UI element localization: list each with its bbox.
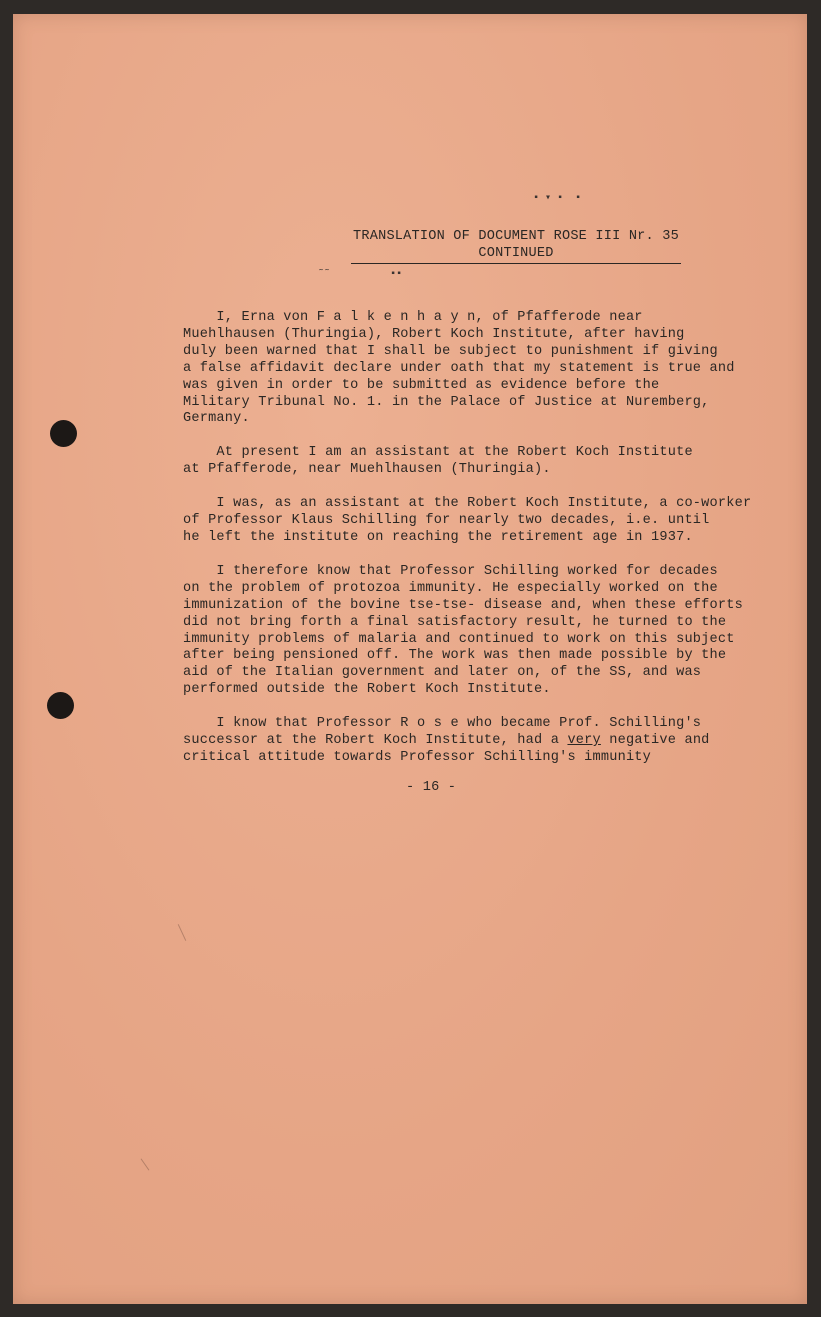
text-line: on the problem of protozoa immunity. He especially worked on the — [183, 580, 718, 596]
paragraph-research — [183, 564, 763, 699]
text-line: Muehlhausen (Thuringia), Robert Koch Institute, after having — [183, 326, 685, 342]
punch-hole — [47, 692, 74, 719]
text-line: he left the institute on reaching the retirement age in 1937. — [183, 529, 693, 545]
punch-hole — [50, 420, 77, 447]
text-line: after being pensioned off. The work was then made possible by the — [183, 648, 727, 664]
paragraph-present-position — [183, 445, 763, 479]
document-title-block — [351, 228, 681, 264]
text-line: at Pfafferode, near Muehlhausen (Thuringia). — [183, 462, 551, 478]
document-title: TRANSLATION OF DOCUMENT ROSE III Nr. 35 — [353, 229, 679, 244]
text-run: successor at the Robert Koch Institute, had a — [183, 733, 568, 749]
document-page — [13, 14, 807, 1304]
text-line: duly been warned that I shall be subject to punishment if giving — [183, 343, 718, 359]
ink-speck: ▪ ▾ ▪ ▪ — [533, 193, 582, 204]
text-line: Germany. — [183, 411, 250, 427]
page-number: - 16 - — [406, 780, 457, 795]
text-line — [183, 733, 763, 750]
text-run: I know that Professor R o s e who became Prof. Schilling's — [183, 716, 702, 732]
paper-scratch — [178, 924, 187, 941]
text-line: of Professor Klaus Schilling for nearly two decades, i.e. until — [183, 513, 710, 529]
text-line: I was, as an assistant at the Robert Koch Institute, a co-worker — [183, 496, 752, 512]
text-line: was given in order to be submitted as evidence before the — [183, 377, 660, 393]
document-body — [183, 310, 763, 784]
text-run: negative and — [600, 733, 710, 749]
underlined-word: very — [567, 733, 601, 749]
text-line — [183, 750, 763, 767]
text-line: aid of the Italian government and later on, of the SS, and was — [183, 665, 702, 681]
paragraph-rose-attitude — [183, 716, 763, 767]
document-subtitle: CONTINUED — [351, 245, 681, 264]
text-line: immunization of the bovine tse-tse- disease and, when these efforts — [183, 597, 743, 613]
text-line — [183, 716, 763, 733]
text-line: a false affidavit declare under oath that my statement is true and — [183, 360, 735, 376]
text-line: I, Erna von F a l k e n h a y n, of Pfafferode near — [183, 310, 643, 325]
text-line: performed outside the Robert Koch Institute. — [183, 682, 551, 698]
text-line: did not bring forth a final satisfactory result, he turned to the — [183, 614, 727, 630]
text-line: At present I am an assistant at the Robert Koch Institute — [183, 445, 693, 461]
text-line: Military Tribunal No. 1. in the Palace of Justice at Nuremberg, — [183, 394, 710, 410]
paragraph-co-worker — [183, 496, 763, 547]
text-run: critical attitude towards Professor Schilling's immunity — [183, 749, 652, 765]
text-line: immunity problems of malaria and continued to work on this subject — [183, 631, 735, 647]
paper-scratch — [141, 1158, 150, 1170]
ink-speck: ˜˜ ▪▪ — [318, 269, 403, 280]
text-line: I therefore know that Professor Schilling worked for decades — [183, 563, 718, 579]
paragraph-affidavit — [183, 310, 763, 428]
